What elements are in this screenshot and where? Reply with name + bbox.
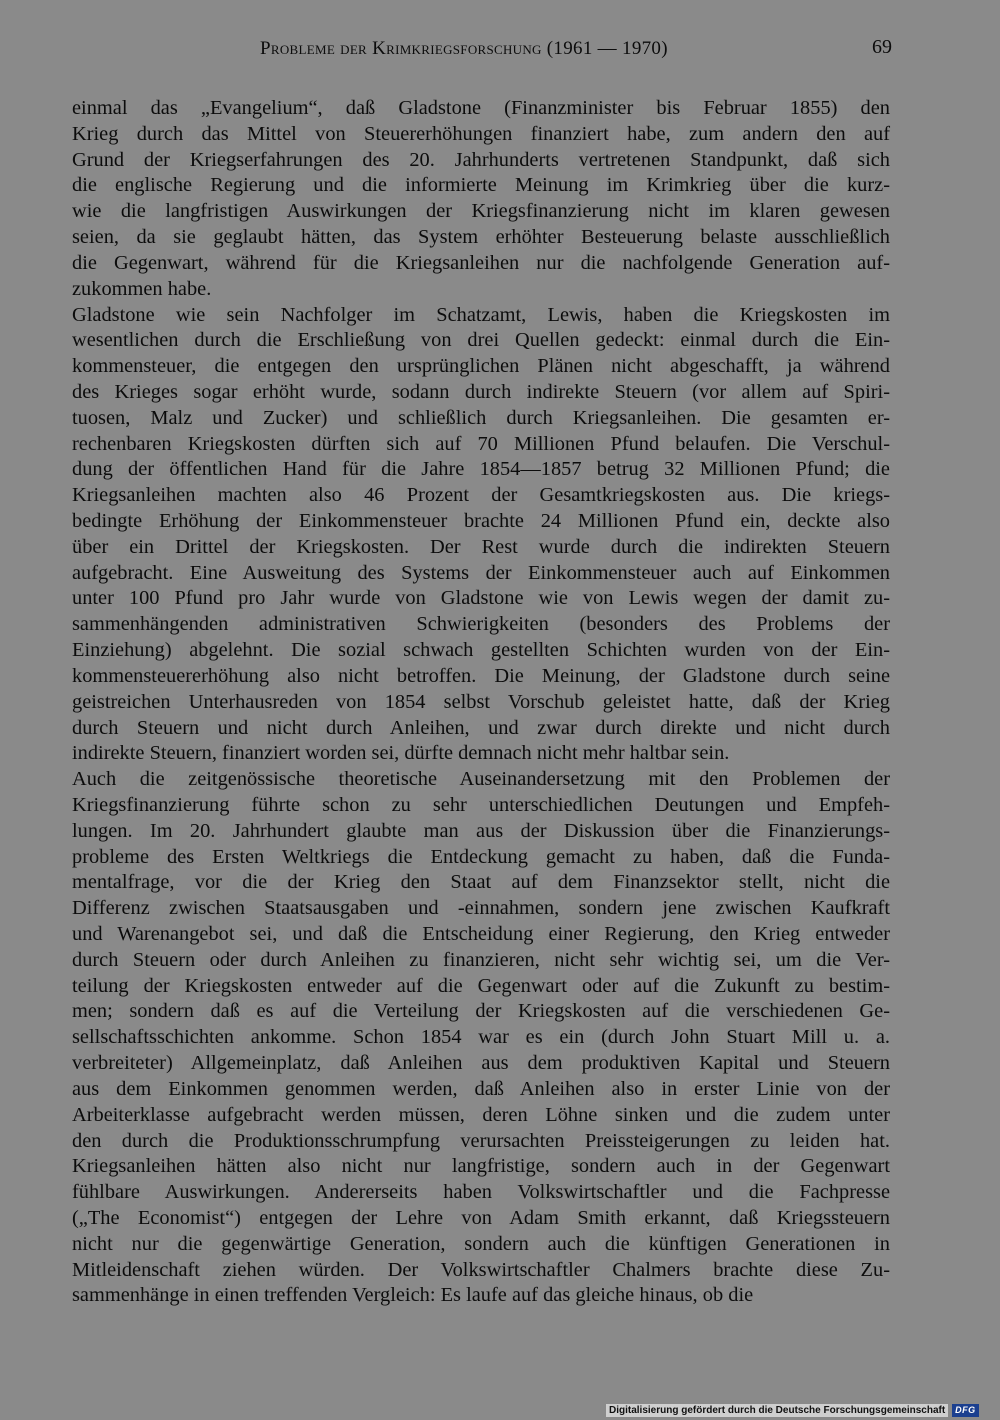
text-line: indirekte Steuern, finanziert worden sei, dürfte demnach nicht mehr haltbar sein. — [72, 742, 730, 765]
text-line: über ein Drittel der Kriegskosten. Der Rest wurde durch die indirekten Steuern — [72, 535, 890, 558]
text-line: die englische Regierung und die informierte Meinung im Krimkrieg über die kurz- — [72, 174, 890, 197]
text-line: verbreiteter) Allgemeinplatz, daß Anleihen aus dem produktiven Kapital und Steuern — [72, 1052, 890, 1075]
text-line: aus dem Einkommen genommen werden, daß Anleihen also in erster Linie von der — [72, 1077, 890, 1100]
text-line: durch Steuern oder durch Anleihen zu finanzieren, nicht sehr wichtig sei, um die Ver- — [72, 948, 890, 971]
dfg-logo-icon: DFG — [952, 1404, 979, 1417]
text-line: die Gegenwart, während für die Kriegsanleihen nur die nachfolgende Generation auf- — [72, 251, 890, 274]
text-line: durch Steuern und nicht durch Anleihen, und zwar durch direkte und nicht durch — [72, 716, 890, 739]
text-line: fühlbare Auswirkungen. Andererseits haben Volkswirtschaftler und die Fachpresse — [72, 1181, 890, 1204]
text-line: wie die langfristigen Auswirkungen der Kriegsfinanzierung nicht im klaren gewesen — [72, 200, 890, 223]
paragraph — [72, 303, 890, 768]
text-line: Kriegsfinanzierung führte schon zu sehr unterschiedlichen Deutungen und Empfeh- — [72, 793, 890, 816]
paragraph — [72, 767, 890, 1309]
text-line: den durch die Produktionsschrumpfung verursachten Preissteigerungen zu leiden hat. — [72, 1129, 890, 1152]
text-line: mentalfrage, vor die der Krieg den Staat auf dem Finanzsektor stellt, nicht die — [72, 871, 890, 894]
text-line: Einziehung) abgelehnt. Die sozial schwach gestellten Schichten wurden von der Ein- — [72, 639, 890, 662]
text-line: rechenbaren Kriegskosten dürften sich auf 70 Millionen Pfund belaufen. Die Verschul- — [72, 432, 890, 455]
text-line: sellschaftsschichten ankomme. Schon 1854 war es ein (durch John Stuart Mill u. a. — [72, 1026, 890, 1049]
text-line: und Warenangebot sei, und daß die Entscheidung einer Regierung, den Krieg entweder — [72, 923, 890, 945]
text-line: Auch die zeitgenössische theoretische Auseinandersetzung mit den Problemen der — [72, 768, 890, 791]
text-line: Krieg durch das Mittel von Steuererhöhungen finanziert habe, zum andern den auf — [72, 122, 890, 145]
text-line: tuosen, Malz und Zucker) und schließlich durch Kriegsanleihen. Die gesamten er- — [72, 406, 890, 429]
text-line: Gladstone wie sein Nachfolger im Schatzamt, Lewis, haben die Kriegskosten im — [72, 303, 890, 326]
text-line: einmal das „Evangelium“, daß Gladstone (Finanzminister bis Februar 1855) den — [72, 97, 890, 119]
text-line: des Krieges sogar erhöht wurde, sodann durch indirekte Steuern (vor allem auf Spiri- — [72, 380, 890, 403]
text-line: nicht nur die gegenwärtige Generation, sondern auch die künftigen Generationen in — [72, 1232, 890, 1255]
body-text — [72, 96, 890, 1309]
text-line: wesentlichen durch die Erschließung von drei Quellen gedeckt: einmal durch die Ein- — [72, 329, 890, 352]
running-title: Probleme der Krimkriegsforschung (1961 — 1970) — [260, 38, 668, 59]
digitization-credit — [606, 1403, 979, 1417]
text-line: Grund der Kriegserfahrungen des 20. Jahrhunderts vertretenen Standpunkt, daß sich — [72, 148, 890, 171]
text-line: lungen. Im 20. Jahrhundert glaubte man aus der Diskussion über die Finanzierungs- — [72, 819, 890, 842]
text-line: men; sondern daß es auf die Verteilung der Kriegskosten auf die verschiedenen Ge- — [72, 1000, 890, 1023]
text-line: sammenhängenden administrativen Schwierigkeiten (besonders des Problems der — [72, 613, 890, 636]
text-line: Mitleidenschaft ziehen würden. Der Volkswirtschaftler Chalmers brachte diese Zu- — [72, 1258, 890, 1281]
text-line: kommensteuererhöhung also nicht betroffen. Die Meinung, der Gladstone durch seine — [72, 664, 890, 687]
text-line: geistreichen Unterhausreden von 1854 selbst Vorschub geleistet hatte, daß der Krieg — [72, 690, 890, 713]
text-line: sammenhänge in einen treffenden Vergleich: Es laufe auf das gleiche hinaus, ob die — [72, 1284, 754, 1307]
text-line: kommensteuer, die entgegen den ursprünglichen Plänen nicht abgeschafft, ja während — [72, 355, 890, 378]
text-line: aufgebracht. Eine Ausweitung des Systems der Einkommensteuer auch auf Einkommen — [72, 561, 890, 584]
text-line: bedingte Erhöhung der Einkommensteuer brachte 24 Millionen Pfund ein, deckte also — [72, 510, 890, 532]
text-line: dung der öffentlichen Hand für die Jahre 1854—1857 betrug 32 Millionen Pfund; die — [72, 458, 890, 481]
running-header — [72, 38, 892, 68]
text-line: Kriegsanleihen hätten also nicht nur langfristige, sondern auch in der Gegenwart — [72, 1155, 890, 1178]
text-line: („The Economist“) entgegen der Lehre von Adam Smith erkannt, daß Kriegssteuern — [72, 1206, 890, 1229]
text-line: Differenz zwischen Staatsausgaben und -einnahmen, sondern jene zwischen Kaufkraft — [72, 897, 890, 920]
text-line: unter 100 Pfund pro Jahr wurde von Gladstone wie von Lewis wegen der damit zu- — [72, 587, 890, 610]
text-line: probleme des Ersten Weltkriegs die Entdeckung gemacht zu haben, daß die Funda- — [72, 845, 890, 868]
paragraph — [72, 96, 890, 303]
page-number: 69 — [872, 36, 892, 58]
text-line: Kriegsanleihen machten also 46 Prozent der Gesamtkriegskosten aus. Die kriegs- — [72, 484, 890, 507]
digitization-credit-text: Digitalisierung gefördert durch die Deutsche Forschungsgemeinschaft — [606, 1404, 948, 1417]
text-line: seien, da sie geglaubt hätten, das System erhöhter Besteuerung belaste ausschließlich — [72, 226, 890, 249]
text-line: teilung der Kriegskosten entweder auf die Gegenwart oder auf die Zukunft zu bestim- — [72, 974, 890, 997]
text-line: zukommen habe. — [72, 277, 212, 300]
text-line: Arbeiterklasse aufgebracht werden müssen, deren Löhne sinken und die zudem unter — [72, 1103, 890, 1126]
